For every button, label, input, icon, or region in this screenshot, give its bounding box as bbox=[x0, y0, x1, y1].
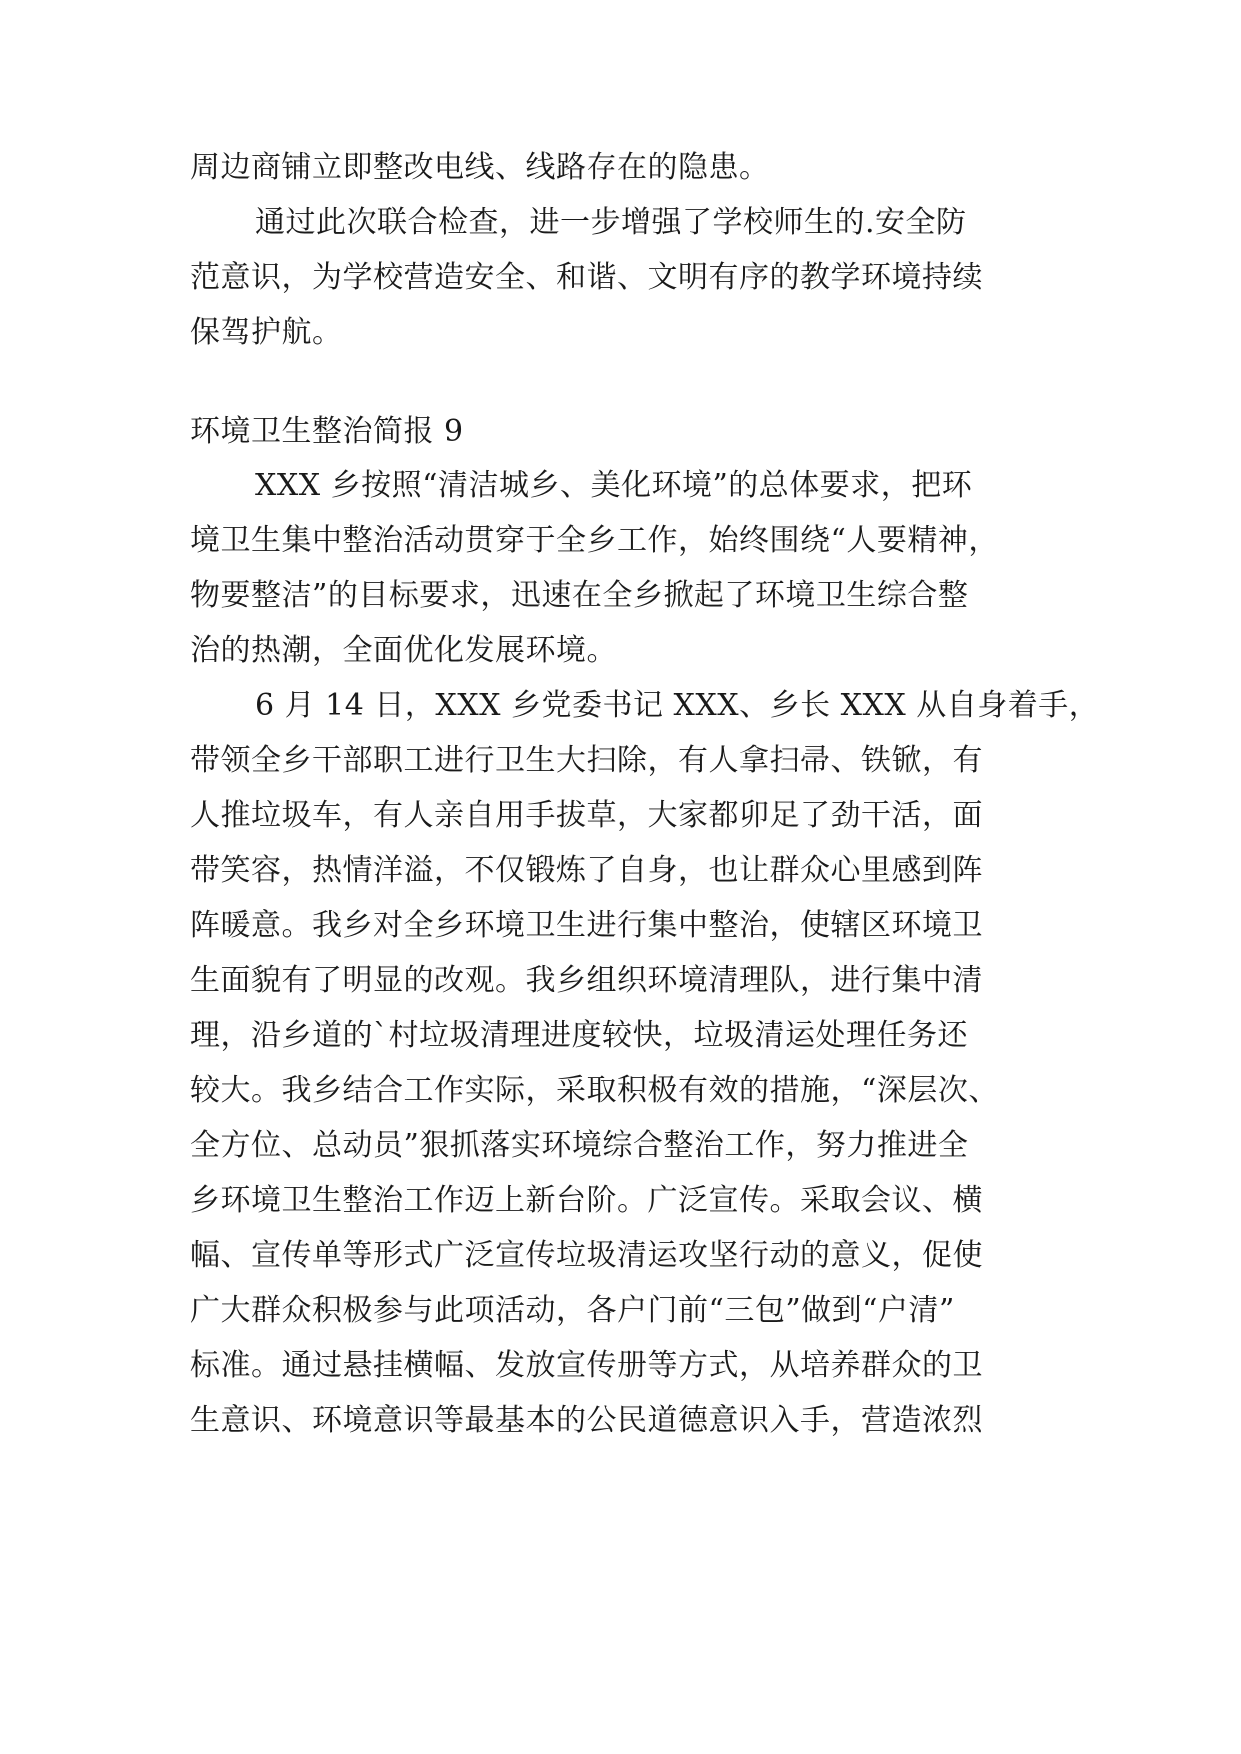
paragraph-line: 范意识，为学校营造安全、和谐、文明有序的教学环境持续 bbox=[190, 260, 983, 295]
paragraph-line: 物要整洁”的目标要求，迅速在全乡掀起了环境卫生综合整 bbox=[190, 578, 969, 613]
paragraph-line: 生面貌有了明显的改观。我乡组织环境清理队，进行集中清 bbox=[190, 963, 983, 998]
paragraph-line: 广大群众积极参与此项活动，各户门前“三包”做到“户清” bbox=[190, 1293, 955, 1328]
section-heading: 环境卫生整治简报 9 bbox=[190, 414, 464, 449]
paragraph-line: 带领全乡干部职工进行卫生大扫除，有人拿扫帚、铁锨，有 bbox=[190, 743, 983, 778]
paragraph-line: 阵暖意。我乡对全乡环境卫生进行集中整治，使辖区环境卫 bbox=[190, 908, 983, 943]
paragraph-line: 全方位、总动员”狠抓落实环境综合整治工作，努力推进全 bbox=[190, 1128, 969, 1163]
paragraph-line: 境卫生集中整治活动贯穿于全乡工作，始终围绕“人要精神， bbox=[190, 523, 999, 558]
paragraph-line: 带笑容，热情洋溢，不仅锻炼了自身，也让群众心里感到阵 bbox=[190, 853, 983, 888]
paragraph-line: 通过此次联合检查，进一步增强了学校师生的.安全防 bbox=[255, 205, 967, 240]
paragraph-line: 生意识、环境意识等最基本的公民道德意识入手，营造浓烈 bbox=[190, 1403, 983, 1438]
paragraph-line: 保驾护航。 bbox=[190, 315, 343, 350]
paragraph-line: 乡环境卫生整治工作迈上新台阶。广泛宣传。采取会议、横 bbox=[190, 1183, 983, 1218]
paragraph-line: 理，沿乡道的`村垃圾清理进度较快，垃圾清运处理任务还 bbox=[190, 1018, 968, 1053]
paragraph-line: 较大。我乡结合工作实际，采取积极有效的措施，“深层次、 bbox=[190, 1073, 999, 1108]
paragraph-line: 周边商铺立即整改电线、线路存在的隐患。 bbox=[190, 150, 770, 185]
paragraph-line: 治的热潮，全面优化发展环境。 bbox=[190, 633, 617, 668]
paragraph-line: XXX 乡按照“清洁城乡、美化环境”的总体要求，把环 bbox=[255, 468, 973, 503]
paragraph-line: 标准。通过悬挂横幅、发放宣传册等方式，从培养群众的卫 bbox=[190, 1348, 983, 1383]
paragraph-line: 6 月 14 日，XXX 乡党委书记 XXX、乡长 XXX 从自身着手， bbox=[255, 688, 1100, 723]
paragraph-line: 人推垃圾车，有人亲自用手拔草，大家都卯足了劲干活，面 bbox=[190, 798, 983, 833]
paragraph-line: 幅、宣传单等形式广泛宣传垃圾清运攻坚行动的意义，促使 bbox=[190, 1238, 983, 1273]
